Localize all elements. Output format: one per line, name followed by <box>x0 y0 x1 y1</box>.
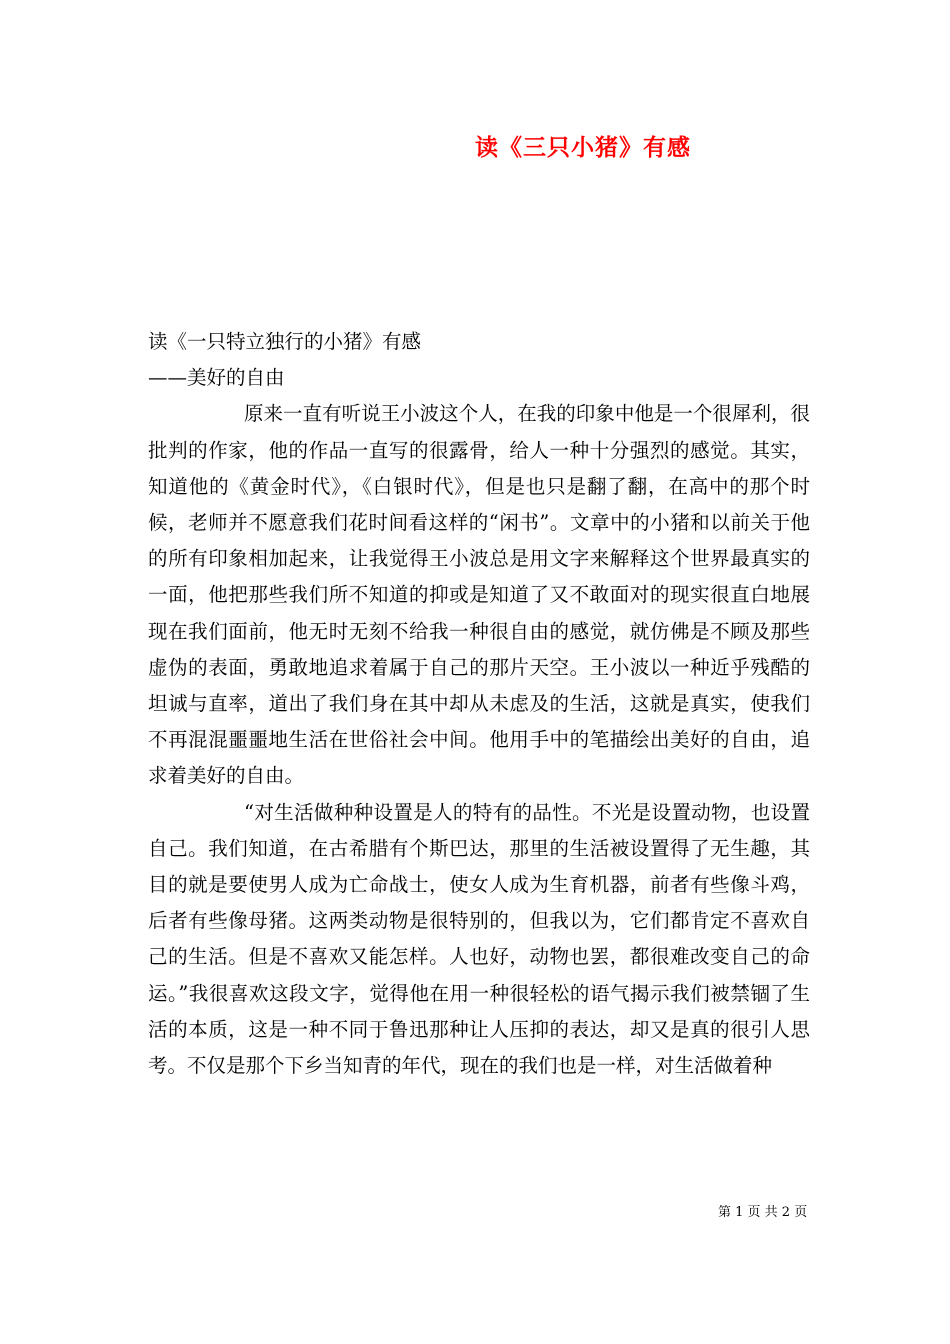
page-title: 读《三只小猪》有感 <box>475 134 691 161</box>
page-number: 第 1 页 共 2 页 <box>718 1205 808 1220</box>
article-body <box>148 324 810 1084</box>
article-subtitle: 读《一只特立独行的小猪》有感 <box>148 330 422 353</box>
article-tagline: ——美好的自由 <box>148 366 285 390</box>
paragraph: “对生活做种种设置是人的特有的品性。不光是设置动物，也设置自己。我们知道，在古希腊有个斯巴达，那里的生活被设置得了无生趣，其目的就是要使男人成为亡命战士，使女人成为生育机器，前者有些像斗鸡，后者有些像母猪。这两类动物是很特别的，但我以为，它们都肯定不喜欢自己的生活。但是不喜欢又能怎样。人也好，动物也罢，都很难改变自己的命运。”我很喜欢这段文字，觉得他在用一种很轻松的语气揭示我们被禁锢了生活的本质，这是一种不同于鲁迅那种让人压抑的表达，却又是真的很引人思考。不仅是那个下乡当知青的年代，现在的我们也是一样，对生活做着种 <box>148 800 810 1078</box>
paragraph: 原来一直有听说王小波这个人，在我的印象中他是一个很犀利，很批判的作家，他的作品一直写的很露骨，给人一种十分强烈的感觉。其实，知道他的《黄金时代》，《白银时代》，但是也只是翻了翻，在高中的那个时候，老师并不愿意我们花时间看这样的“闲书”。文章中的小猪和以前关于他的所有印象相加起来，让我觉得王小波总是用文字来解释这个世界最真实的一面，他把那些我们所不知道的抑或是知道了又不敢面对的现实很直白地展现在我们面前，他无时无刻不给我一种很自由的感觉，就仿佛是不顾及那些虚伪的表面，勇敢地追求着属于自己的那片天空。王小波以一种近乎残酷的坦诚与直率，道出了我们身在其中却从未虑及的生活，这就是真实，使我们不再混混噩噩地生活在世俗社会中间。他用手中的笔描绘出美好的自由，追求着美好的自由。 <box>148 402 810 788</box>
